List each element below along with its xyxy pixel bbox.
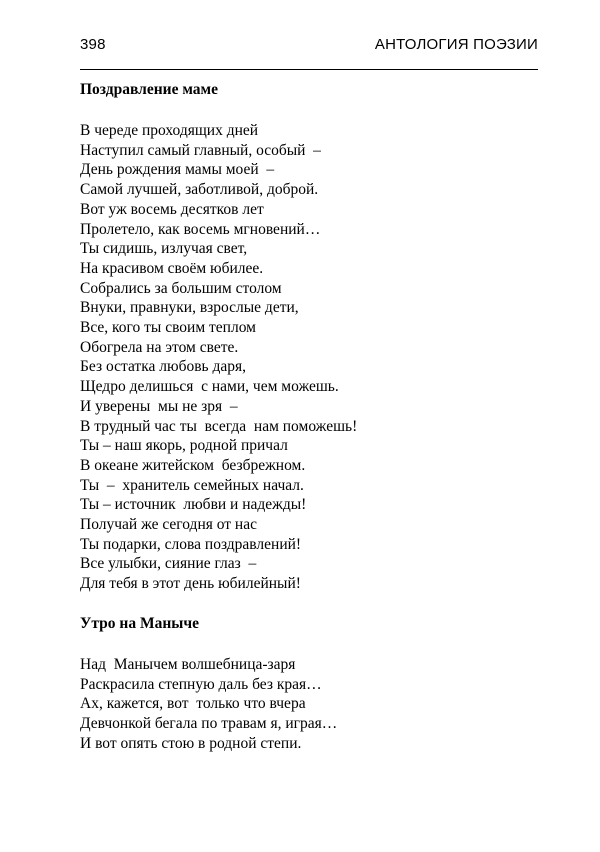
poem-line: Девчонкой бегала по травам я, играя…: [80, 715, 338, 733]
poem-line: Пролетело, как восемь мгновений…: [80, 220, 321, 238]
poem-line: В океане житейском безбрежном.: [80, 456, 306, 474]
poem-line: На красивом своём юбилее.: [80, 259, 264, 277]
poem-line: Самой лучшей, заботливой, доброй.: [80, 181, 319, 199]
poem-line: Щедро делишься с нами, чем можешь.: [80, 378, 339, 396]
poem-line: Наступил самый главный, особый –: [80, 141, 321, 159]
poem-line: Без остатка любовь даря,: [80, 358, 246, 376]
poem-line: Раскрасила степную даль без края…: [80, 675, 322, 693]
poem-title: Поздравление маме: [80, 81, 218, 98]
poem-line: Собрались за большим столом: [80, 279, 282, 297]
poem-line: Ты сидишь, излучая свет,: [80, 240, 248, 258]
poem-line: Все улыбки, сияние глаз –: [80, 555, 257, 573]
poem-line: Ты – наш якорь, родной причал: [80, 437, 288, 455]
poem-line: Над Манычем волшебница-заря: [80, 656, 296, 673]
poem-line: И вот опять стою в родной степи.: [80, 734, 302, 752]
poem-lines: [80, 121, 520, 594]
page-number: 398: [80, 36, 106, 53]
poem-line: Все, кого ты своим теплом: [80, 319, 256, 337]
poem-morning-on-manych: [80, 614, 520, 754]
poem-line: В трудный час ты всегда нам поможешь!: [80, 417, 358, 435]
poem-line: Обогрела на этом свете.: [80, 338, 239, 356]
header-divider: [80, 69, 538, 70]
poem-congratulations-mother: [80, 80, 520, 594]
poem-line: Для тебя в этот день юбилейный!: [80, 575, 301, 593]
poem-title: Утро на Маныче: [80, 615, 200, 632]
running-title: АНТОЛОГИЯ ПОЭЗИИ: [374, 36, 538, 53]
page-header: [80, 36, 538, 60]
poem-line: В череде проходящих дней: [80, 122, 259, 139]
poem-line: Вот уж восемь десятков лет: [80, 200, 264, 218]
poem-line: Ты – хранитель семейных начал.: [80, 476, 304, 494]
poem-line: Внуки, правнуки, взрослые дети,: [80, 299, 299, 317]
poem-line: Ах, кажется, вот только что вчера: [80, 695, 306, 713]
poem-lines: [80, 655, 520, 754]
poem-line: И уверены мы не зря –: [80, 397, 238, 415]
poem-line: День рождения мамы моей –: [80, 161, 275, 179]
poem-line: Получай же сегодня от нас: [80, 516, 257, 534]
poem-line: Ты – источник любви и надежды!: [80, 496, 307, 514]
poem-line: Ты подарки, слова поздравлений!: [80, 535, 302, 553]
